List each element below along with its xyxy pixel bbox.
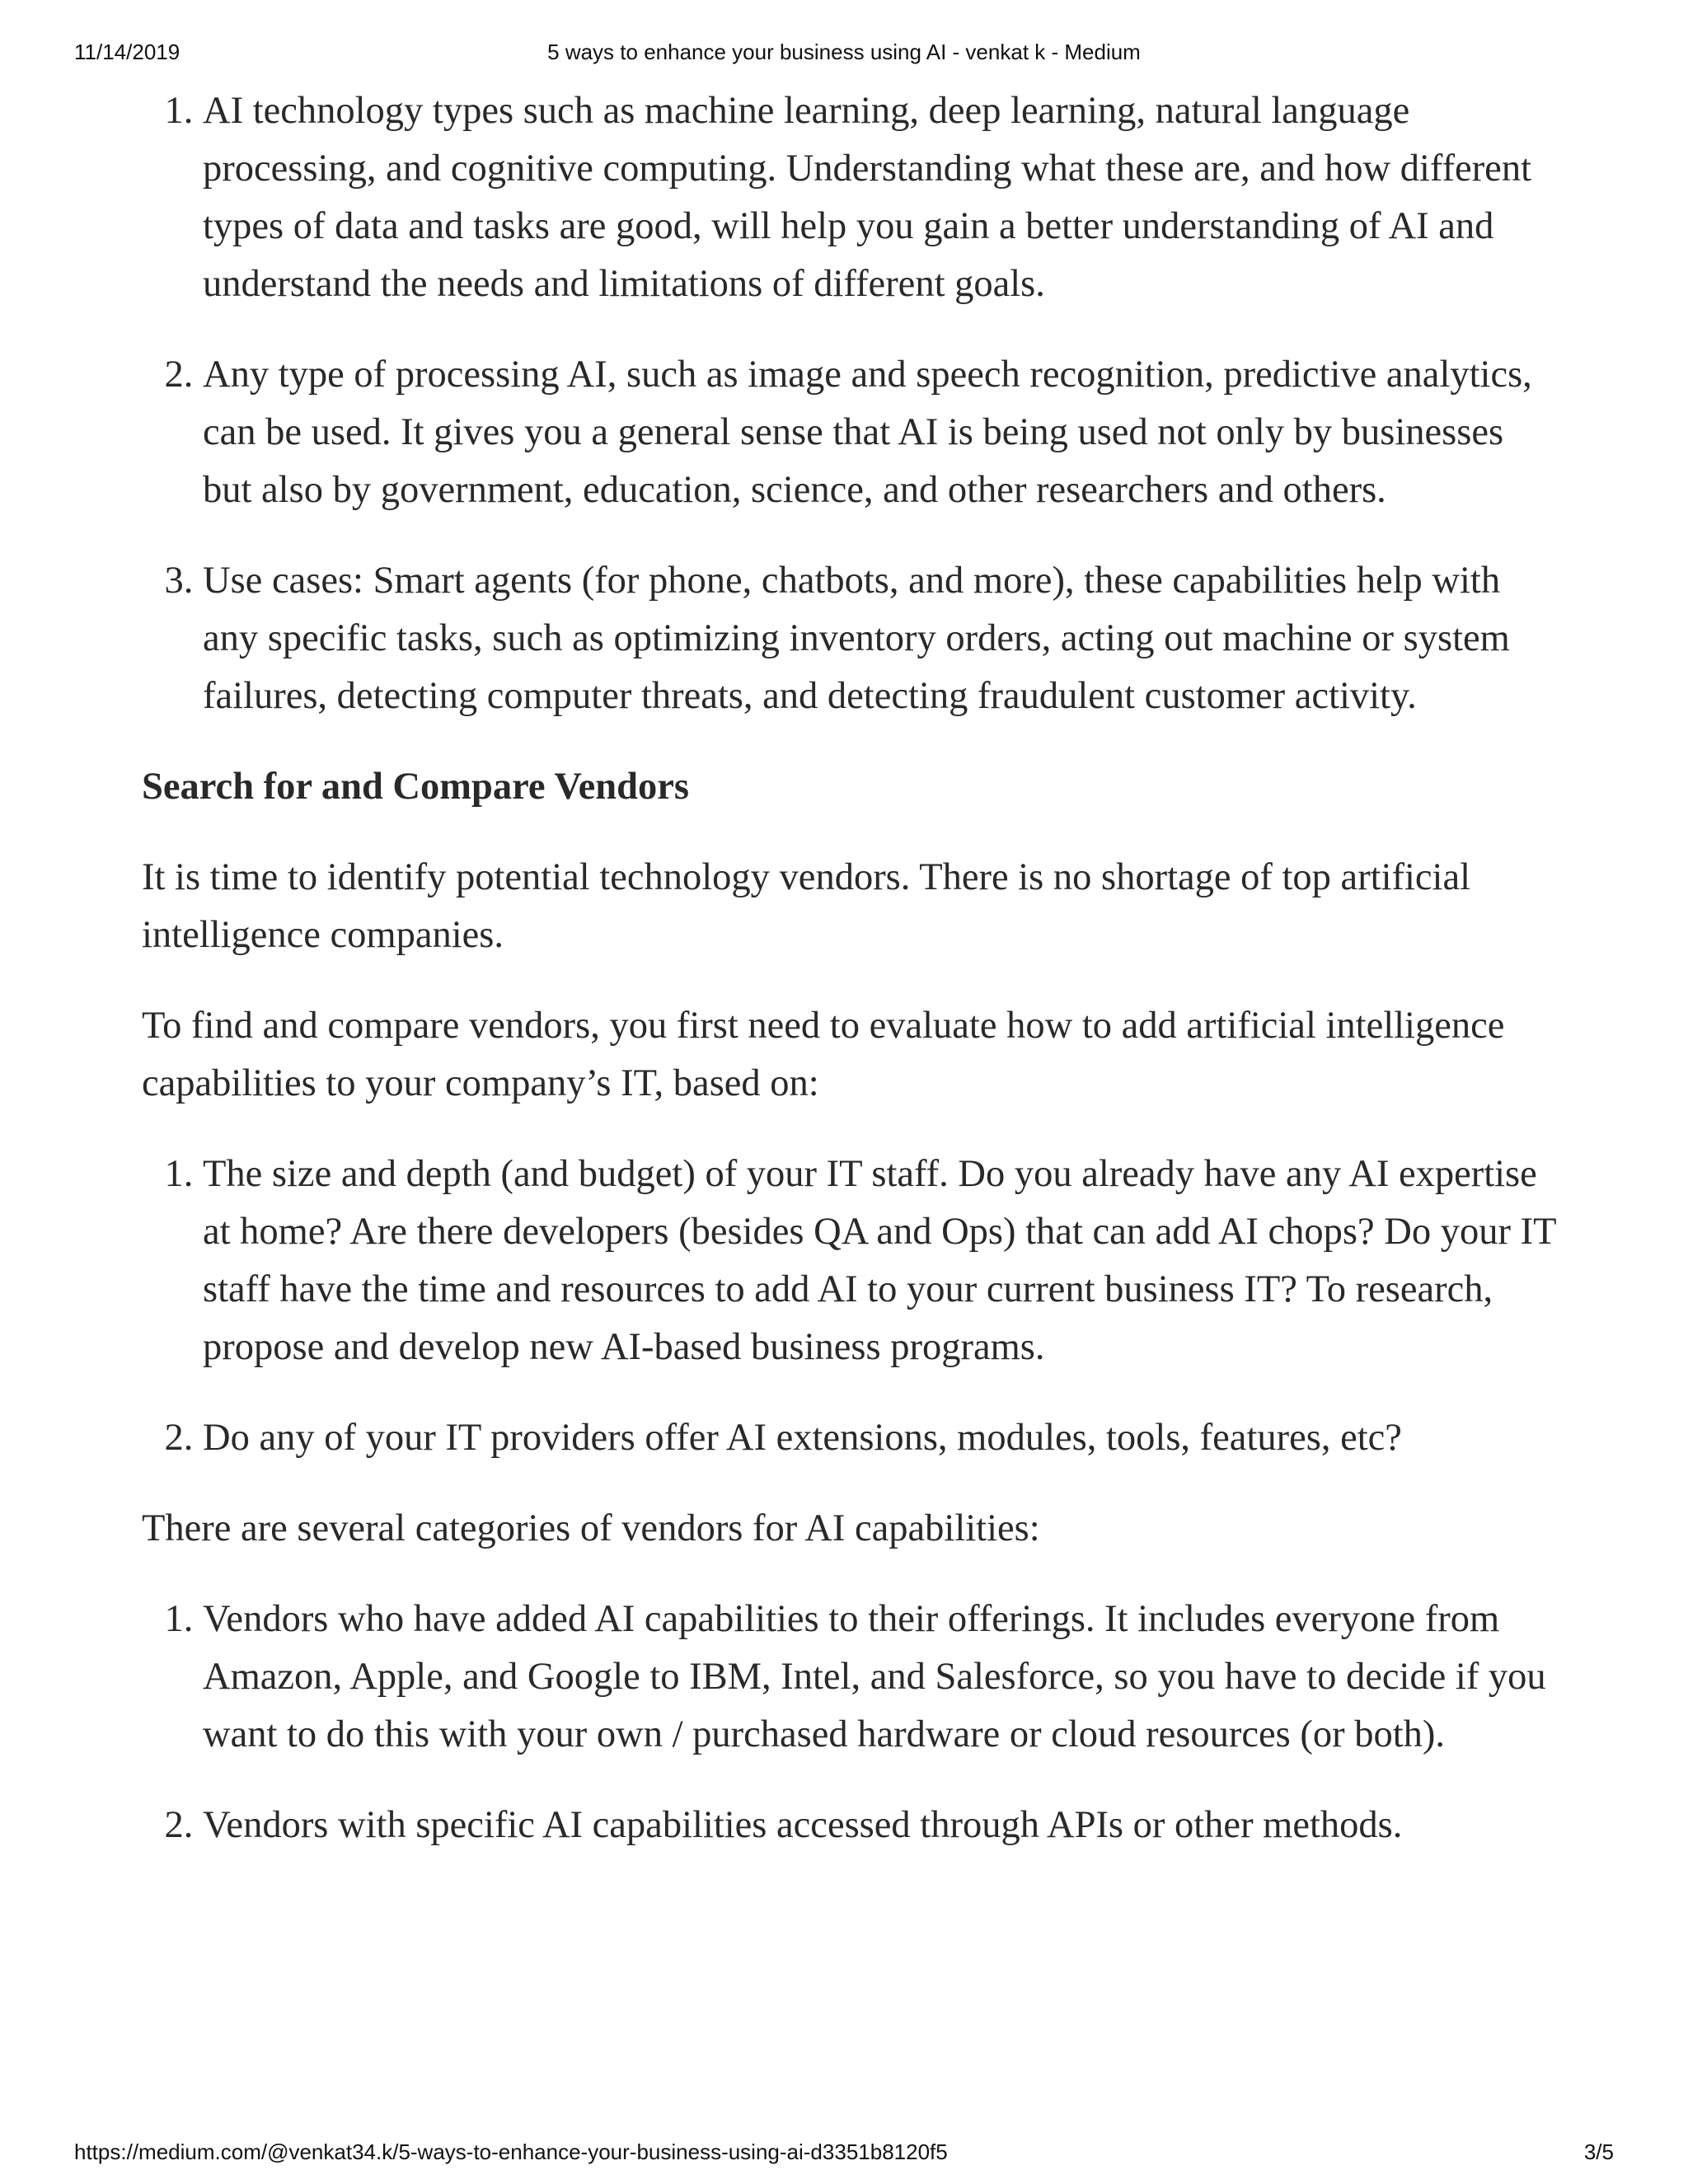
- print-page-title: 5 ways to enhance your business using AI - venkat k - Medium: [547, 40, 1141, 64]
- print-footer: [0, 2139, 1688, 2168]
- list-item: 3. Use cases: Smart agents (for phone, chatbots, and more), these capabilities help with any specific tasks, such as optimizing inventory orders, acting out machine or system failures, detecting computer threats, and detecting fraudulent customer activity.: [203, 552, 1559, 725]
- article-body: [142, 82, 1559, 1887]
- list-item: 1. The size and depth (and budget) of your IT staff. Do you already have any AI expertise at home? Are there developers (besides QA and Ops) that can add AI chops? Do your IT staff have the time and resources to add AI to your current business IT? To research, propose and develop new AI-based business programs.: [203, 1146, 1559, 1376]
- list-item: 2. Do any of your IT providers offer AI extensions, modules, tools, features, etc?: [203, 1409, 1559, 1467]
- list-item: 2. Vendors with specific AI capabilities accessed through APIs or other methods.: [203, 1797, 1559, 1854]
- list-item: 1. Vendors who have added AI capabilities to their offerings. It includes everyone from Amazon, Apple, and Google to IBM, Intel, and Salesforce, so you have to decide if you want to do this with your own / purchased hardware or cloud resources (or both).: [203, 1591, 1559, 1764]
- print-date: 11/14/2019: [74, 40, 181, 64]
- paragraph: There are several categories of vendors for AI capabilities:: [142, 1507, 1040, 1549]
- list-item: 1. AI technology types such as machine learning, deep learning, natural language processing, and cognitive computing. Understanding what these are, and how different types of data and tasks are good, will help you gain a better understanding of AI and understand the needs and limitations of different goals.: [203, 82, 1559, 313]
- evaluation-list: [142, 1146, 1559, 1467]
- print-page-number: 3/5: [1583, 2139, 1614, 2164]
- ai-types-list: [142, 82, 1559, 725]
- paragraph: To find and compare vendors, you first need to evaluate how to add artificial intelligence capabilities to your company’s IT, based on:: [142, 1005, 1505, 1104]
- paragraph: It is time to identify potential technology vendors. There is no shortage of top artificial intelligence companies.: [142, 856, 1471, 956]
- print-header: [0, 40, 1688, 68]
- vendor-categories-list: [142, 1591, 1559, 1854]
- list-item: 2. Any type of processing AI, such as image and speech recognition, predictive analytics, can be used. It gives you a general sense that AI is being used not only by businesses but also by government, education, science, and other researchers and others.: [203, 346, 1559, 519]
- section-heading: Search for and Compare Vendors: [142, 766, 689, 808]
- print-url: https://medium.com/@venkat34.k/5-ways-to-enhance-your-business-using-ai-d3351b8120f5: [74, 2139, 948, 2164]
